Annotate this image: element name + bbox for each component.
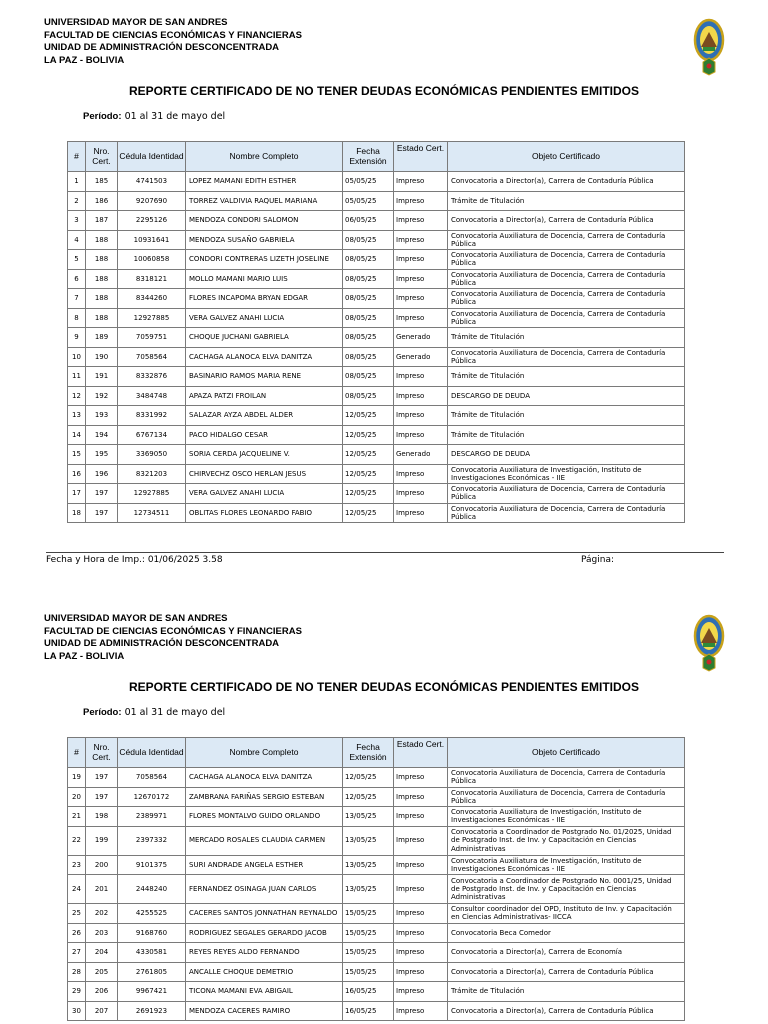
cert-status: Impreso xyxy=(394,904,448,924)
cert-object: Convocatoria a Coordinador de Postgrado No. 0001/25, Unidad de Postgrado Inst. de Inv. y Capacitación en Ciencias Administrativas xyxy=(448,875,685,904)
issue-date: 08/05/25 xyxy=(343,250,394,270)
issue-date: 12/05/25 xyxy=(343,768,394,788)
row-number: 17 xyxy=(68,484,86,504)
full-name: FLORES MONTALVO GUIDO ORLANDO xyxy=(186,807,343,827)
cert-number: 197 xyxy=(86,484,118,504)
issue-date: 08/05/25 xyxy=(343,308,394,328)
ci-number: 4741503 xyxy=(118,172,186,192)
issue-date: 12/05/25 xyxy=(343,503,394,523)
cert-status: Generado xyxy=(394,347,448,367)
cert-object: Trámite de Titulación xyxy=(448,328,685,348)
issue-date: 05/05/25 xyxy=(343,191,394,211)
cert-number: 188 xyxy=(86,250,118,270)
table-row xyxy=(68,308,685,328)
ci-number: 8332876 xyxy=(118,367,186,387)
issue-date: 13/05/25 xyxy=(343,875,394,904)
cert-object: Convocatoria Beca Comedor xyxy=(448,923,685,943)
cert-object: Consultor coordinador del OPD, Instituto de Inv. y Capacitación en Ciencias Administrativas- IICCA xyxy=(448,904,685,924)
full-name: MOLLO MAMANI MARIO LUIS xyxy=(186,269,343,289)
ci-number: 10931641 xyxy=(118,230,186,250)
ci-number: 3369050 xyxy=(118,445,186,465)
row-number: 7 xyxy=(68,289,86,309)
col-date-header: Fecha Extensión xyxy=(343,738,394,768)
table-row xyxy=(68,503,685,523)
cert-number: 195 xyxy=(86,445,118,465)
table-row xyxy=(68,982,685,1002)
report-title: REPORTE CERTIFICADO DE NO TENER DEUDAS ECONÓMICAS PENDIENTES EMITIDOS xyxy=(128,680,640,694)
cert-status: Impreso xyxy=(394,484,448,504)
issue-date: 15/05/25 xyxy=(343,923,394,943)
city-name: LA PAZ - BOLIVIA xyxy=(44,650,125,662)
issue-date: 12/05/25 xyxy=(343,406,394,426)
table-row xyxy=(68,826,685,855)
row-number: 10 xyxy=(68,347,86,367)
col-num-header: # xyxy=(68,738,86,768)
cert-object: Convocatoria Auxiliatura de Docencia, Carrera de Contaduría Pública xyxy=(448,347,685,367)
cert-status: Impreso xyxy=(394,1001,448,1021)
ci-number: 9967421 xyxy=(118,982,186,1002)
cert-status: Impreso xyxy=(394,289,448,309)
table-body xyxy=(68,768,685,1021)
row-number: 12 xyxy=(68,386,86,406)
full-name: CONDORI CONTRERAS LIZETH JOSELINE xyxy=(186,250,343,270)
cert-status: Impreso xyxy=(394,386,448,406)
cert-object: Trámite de Titulación xyxy=(448,406,685,426)
cert-number: 188 xyxy=(86,269,118,289)
cert-object: Convocatoria Auxiliatura de Docencia, Carrera de Contaduría Pública xyxy=(448,308,685,328)
row-number: 24 xyxy=(68,875,86,904)
period-value: 01 al 31 de mayo del xyxy=(124,707,226,718)
issue-date: 12/05/25 xyxy=(343,445,394,465)
issue-date: 12/05/25 xyxy=(343,425,394,445)
col-object-header: Objeto Certificado xyxy=(448,738,685,768)
cert-status: Impreso xyxy=(394,367,448,387)
ci-number: 6767134 xyxy=(118,425,186,445)
row-number: 5 xyxy=(68,250,86,270)
cert-status: Generado xyxy=(394,445,448,465)
cert-number: 188 xyxy=(86,289,118,309)
cert-object: Convocatoria a Director(a), Carrera de Contaduría Pública xyxy=(448,172,685,192)
cert-number: 205 xyxy=(86,962,118,982)
table-row xyxy=(68,923,685,943)
cert-object: Convocatoria a Director(a), Carrera de Contaduría Pública xyxy=(448,1001,685,1021)
ci-number: 9207690 xyxy=(118,191,186,211)
table-row xyxy=(68,484,685,504)
issue-date: 08/05/25 xyxy=(343,269,394,289)
certificates-table xyxy=(67,141,685,523)
university-seal-icon xyxy=(692,14,726,76)
row-number: 29 xyxy=(68,982,86,1002)
ci-number: 2295126 xyxy=(118,211,186,231)
cert-number: 197 xyxy=(86,768,118,788)
table-row xyxy=(68,328,685,348)
institution-header xyxy=(44,613,302,663)
issue-date: 12/05/25 xyxy=(343,787,394,807)
full-name: ANCALLE CHOQUE DEMETRIO xyxy=(186,962,343,982)
issue-date: 16/05/25 xyxy=(343,982,394,1002)
ci-number: 8331992 xyxy=(118,406,186,426)
ci-number: 3484748 xyxy=(118,386,186,406)
ci-number: 10060858 xyxy=(118,250,186,270)
table-row xyxy=(68,406,685,426)
issue-date: 16/05/25 xyxy=(343,1001,394,1021)
cert-status: Impreso xyxy=(394,250,448,270)
cert-number: 197 xyxy=(86,787,118,807)
table-row xyxy=(68,1001,685,1021)
issue-date: 06/05/25 xyxy=(343,211,394,231)
col-date-header: Fecha Extensión xyxy=(343,142,394,172)
university-seal-icon xyxy=(692,610,726,672)
cert-object: Convocatoria Auxiliatura de Docencia, Carrera de Contaduría Pública xyxy=(448,269,685,289)
col-status-header: Estado Cert. xyxy=(394,738,448,768)
ci-number: 7058564 xyxy=(118,768,186,788)
unit-name: UNIDAD DE ADMINISTRACIÓN DESCONCENTRADA xyxy=(44,42,280,53)
cert-object: Trámite de Titulación xyxy=(448,425,685,445)
cert-number: 199 xyxy=(86,826,118,855)
table-row xyxy=(68,289,685,309)
page-footer xyxy=(46,552,724,565)
page-label: Página: xyxy=(581,555,615,565)
cert-number: 193 xyxy=(86,406,118,426)
table-row xyxy=(68,425,685,445)
cert-number: 194 xyxy=(86,425,118,445)
issue-date: 15/05/25 xyxy=(343,962,394,982)
row-number: 30 xyxy=(68,1001,86,1021)
faculty-name: FACULTAD DE CIENCIAS ECONÓMICAS Y FINANCIERAS xyxy=(44,29,302,41)
row-number: 6 xyxy=(68,269,86,289)
row-number: 16 xyxy=(68,464,86,484)
table-row xyxy=(68,787,685,807)
issue-date: 13/05/25 xyxy=(343,807,394,827)
full-name: MERCADO ROSALES CLAUDIA CARMEN xyxy=(186,826,343,855)
row-number: 13 xyxy=(68,406,86,426)
ci-number: 9101375 xyxy=(118,855,186,875)
col-ci-header: Cédula Identidad xyxy=(118,142,186,172)
period-value: 01 al 31 de mayo del xyxy=(124,111,226,122)
col-status-header: Estado Cert. xyxy=(394,142,448,172)
cert-number: 188 xyxy=(86,308,118,328)
full-name: CHOQUE JUCHANI GABRIELA xyxy=(186,328,343,348)
cert-status: Impreso xyxy=(394,503,448,523)
cert-status: Impreso xyxy=(394,855,448,875)
full-name: MENDOZA CACERES RAMIRO xyxy=(186,1001,343,1021)
cert-status: Impreso xyxy=(394,943,448,963)
issue-date: 12/05/25 xyxy=(343,464,394,484)
cert-object: Convocatoria a Director(a), Carrera de Economía xyxy=(448,943,685,963)
cert-number: 190 xyxy=(86,347,118,367)
table-row xyxy=(68,855,685,875)
issue-date: 08/05/25 xyxy=(343,386,394,406)
full-name: FLORES INCAPOMA BRYAN EDGAR xyxy=(186,289,343,309)
row-number: 2 xyxy=(68,191,86,211)
table-row xyxy=(68,211,685,231)
cert-object: Convocatoria Auxiliatura de Investigación, Instituto de Investigaciones Económicas - IIE xyxy=(448,855,685,875)
ci-number: 4255525 xyxy=(118,904,186,924)
cert-object: Convocatoria a Director(a), Carrera de Contaduría Pública xyxy=(448,211,685,231)
table-row xyxy=(68,875,685,904)
cert-number: 187 xyxy=(86,211,118,231)
cert-status: Impreso xyxy=(394,982,448,1002)
cert-number: 198 xyxy=(86,807,118,827)
table-row xyxy=(68,807,685,827)
cert-number: 200 xyxy=(86,855,118,875)
row-number: 8 xyxy=(68,308,86,328)
row-number: 23 xyxy=(68,855,86,875)
cert-number: 204 xyxy=(86,943,118,963)
row-number: 15 xyxy=(68,445,86,465)
full-name: RODRIGUEZ SEGALES GERARDO JACOB xyxy=(186,923,343,943)
row-number: 27 xyxy=(68,943,86,963)
full-name: TICONA MAMANI EVA ABIGAIL xyxy=(186,982,343,1002)
cert-status: Impreso xyxy=(394,807,448,827)
ci-number: 2448240 xyxy=(118,875,186,904)
full-name: OBLITAS FLORES LEONARDO FABIO xyxy=(186,503,343,523)
cert-number: 191 xyxy=(86,367,118,387)
table-row xyxy=(68,172,685,192)
cert-object: DESCARGO DE DEUDA xyxy=(448,386,685,406)
ci-number: 7059751 xyxy=(118,328,186,348)
full-name: CACHAGA ALANOCA ELVA DANITZA xyxy=(186,347,343,367)
row-number: 25 xyxy=(68,904,86,924)
unit-name: UNIDAD DE ADMINISTRACIÓN DESCONCENTRADA xyxy=(44,638,280,649)
full-name: APAZA PATZI FROILAN xyxy=(186,386,343,406)
full-name: VERA GALVEZ ANAHI LUCIA xyxy=(186,308,343,328)
full-name: CACHAGA ALANOCA ELVA DANITZA xyxy=(186,768,343,788)
ci-number: 2397332 xyxy=(118,826,186,855)
ci-number: 12670172 xyxy=(118,787,186,807)
cert-object: Trámite de Titulación xyxy=(448,982,685,1002)
faculty-name: FACULTAD DE CIENCIAS ECONÓMICAS Y FINANCIERAS xyxy=(44,625,302,637)
issue-date: 08/05/25 xyxy=(343,347,394,367)
issue-date: 08/05/25 xyxy=(343,230,394,250)
ci-number: 8318121 xyxy=(118,269,186,289)
row-number: 9 xyxy=(68,328,86,348)
row-number: 22 xyxy=(68,826,86,855)
full-name: CACERES SANTOS JONNATHAN REYNALDO xyxy=(186,904,343,924)
col-ci-header: Cédula Identidad xyxy=(118,738,186,768)
cert-number: 206 xyxy=(86,982,118,1002)
row-number: 20 xyxy=(68,787,86,807)
ci-number: 4330581 xyxy=(118,943,186,963)
full-name: SURI ANDRADE ANGELA ESTHER xyxy=(186,855,343,875)
issue-date: 08/05/25 xyxy=(343,367,394,387)
cert-status: Impreso xyxy=(394,464,448,484)
issue-date: 15/05/25 xyxy=(343,943,394,963)
table-row xyxy=(68,386,685,406)
full-name: SALAZAR AYZA ABDEL ALDER xyxy=(186,406,343,426)
cert-status: Generado xyxy=(394,328,448,348)
issue-date: 15/05/25 xyxy=(343,904,394,924)
cert-status: Impreso xyxy=(394,406,448,426)
cert-object: Convocatoria Auxiliatura de Investigación, Instituto de Investigaciones Económicas - IIE xyxy=(448,464,685,484)
cert-number: 192 xyxy=(86,386,118,406)
table-row xyxy=(68,347,685,367)
col-cert-header: Nro. Cert. xyxy=(86,738,118,768)
cert-status: Impreso xyxy=(394,826,448,855)
full-name: REYES REYES ALDO FERNANDO xyxy=(186,943,343,963)
cert-status: Impreso xyxy=(394,787,448,807)
cert-status: Impreso xyxy=(394,269,448,289)
col-name-header: Nombre Completo xyxy=(186,738,343,768)
col-name-header: Nombre Completo xyxy=(186,142,343,172)
full-name: SORIA CERDA JACQUELINE V. xyxy=(186,445,343,465)
cert-object: Convocatoria Auxiliatura de Docencia, Carrera de Contaduría Pública xyxy=(448,787,685,807)
issue-date: 12/05/25 xyxy=(343,484,394,504)
cert-object: Convocatoria Auxiliatura de Docencia, Carrera de Contaduría Pública xyxy=(448,250,685,270)
cert-status: Impreso xyxy=(394,768,448,788)
cert-status: Impreso xyxy=(394,308,448,328)
full-name: BASINARIO RAMOS MARIA RENE xyxy=(186,367,343,387)
university-name: UNIVERSIDAD MAYOR DE SAN ANDRES xyxy=(44,17,228,28)
cert-status: Impreso xyxy=(394,191,448,211)
table-row xyxy=(68,367,685,387)
full-name: ZAMBRANA FARIÑAS SERGIO ESTEBAN xyxy=(186,787,343,807)
city-name: LA PAZ - BOLIVIA xyxy=(44,54,125,66)
cert-number: 207 xyxy=(86,1001,118,1021)
col-object-header: Objeto Certificado xyxy=(448,142,685,172)
col-cert-header: Nro. Cert. xyxy=(86,142,118,172)
row-number: 1 xyxy=(68,172,86,192)
row-number: 18 xyxy=(68,503,86,523)
full-name: FERNANDEZ OSINAGA JUAN CARLOS xyxy=(186,875,343,904)
row-number: 21 xyxy=(68,807,86,827)
cert-number: 202 xyxy=(86,904,118,924)
certificates-table xyxy=(67,737,685,1021)
table-row xyxy=(68,230,685,250)
cert-status: Impreso xyxy=(394,425,448,445)
cert-status: Impreso xyxy=(394,211,448,231)
cert-number: 185 xyxy=(86,172,118,192)
cert-object: Convocatoria Auxiliatura de Docencia, Carrera de Contaduría Pública xyxy=(448,484,685,504)
cert-status: Impreso xyxy=(394,962,448,982)
col-num-header: # xyxy=(68,142,86,172)
full-name: CHIRVECHZ OSCO HERLAN JESUS xyxy=(186,464,343,484)
ci-number: 12927885 xyxy=(118,308,186,328)
table-row xyxy=(68,768,685,788)
full-name: MENDOZA SUSAÑO GABRIELA xyxy=(186,230,343,250)
print-date-label: Fecha y Hora de Imp.: xyxy=(46,555,145,565)
ci-number: 2761805 xyxy=(118,962,186,982)
table-row xyxy=(68,445,685,465)
period-label: Período: xyxy=(83,707,122,718)
issue-date: 13/05/25 xyxy=(343,855,394,875)
ci-number: 2389971 xyxy=(118,807,186,827)
period-label: Período: xyxy=(83,111,122,122)
cert-object: Convocatoria Auxiliatura de Docencia, Carrera de Contaduría Pública xyxy=(448,230,685,250)
cert-object: Convocatoria Auxiliatura de Investigación, Instituto de Investigaciones Económicas - IIE xyxy=(448,807,685,827)
cert-number: 188 xyxy=(86,230,118,250)
full-name: PACO HIDALGO CESAR xyxy=(186,425,343,445)
table-row xyxy=(68,269,685,289)
print-date-value: 01/06/2025 3.58 xyxy=(147,555,223,565)
cert-object: Convocatoria Auxiliatura de Docencia, Carrera de Contaduría Pública xyxy=(448,768,685,788)
issue-date: 05/05/25 xyxy=(343,172,394,192)
table-row xyxy=(68,464,685,484)
cert-number: 203 xyxy=(86,923,118,943)
institution-header xyxy=(44,17,302,67)
cert-object: Convocatoria a Coordinador de Postgrado No. 01/2025, Unidad de Postgrado Inst. de Inv. y Capacitación en Ciencias Administrativas xyxy=(448,826,685,855)
table-body xyxy=(68,172,685,523)
cert-number: 186 xyxy=(86,191,118,211)
ci-number: 9168760 xyxy=(118,923,186,943)
report-period xyxy=(83,707,225,718)
cert-object: Trámite de Titulación xyxy=(448,191,685,211)
table-row xyxy=(68,904,685,924)
issue-date: 08/05/25 xyxy=(343,328,394,348)
cert-number: 197 xyxy=(86,503,118,523)
cert-object: DESCARGO DE DEUDA xyxy=(448,445,685,465)
university-name: UNIVERSIDAD MAYOR DE SAN ANDRES xyxy=(44,613,228,624)
cert-number: 201 xyxy=(86,875,118,904)
cert-object: Convocatoria Auxiliatura de Docencia, Carrera de Contaduría Pública xyxy=(448,503,685,523)
ci-number: 7058564 xyxy=(118,347,186,367)
full-name: MENDOZA CONDORI SALOMON xyxy=(186,211,343,231)
row-number: 11 xyxy=(68,367,86,387)
row-number: 28 xyxy=(68,962,86,982)
cert-status: Impreso xyxy=(394,923,448,943)
cert-status: Impreso xyxy=(394,172,448,192)
cert-object: Convocatoria a Director(a), Carrera de Contaduría Pública xyxy=(448,962,685,982)
ci-number: 8321203 xyxy=(118,464,186,484)
table-row xyxy=(68,250,685,270)
cert-object: Trámite de Titulación xyxy=(448,367,685,387)
ci-number: 12734511 xyxy=(118,503,186,523)
cert-number: 189 xyxy=(86,328,118,348)
table-row xyxy=(68,943,685,963)
full-name: LOPEZ MAMANI EDITH ESTHER xyxy=(186,172,343,192)
full-name: VERA GALVEZ ANAHI LUCIA xyxy=(186,484,343,504)
report-title: REPORTE CERTIFICADO DE NO TENER DEUDAS ECONÓMICAS PENDIENTES EMITIDOS xyxy=(128,84,640,98)
cert-number: 196 xyxy=(86,464,118,484)
full-name: TORREZ VALDIVIA RAQUEL MARIANA xyxy=(186,191,343,211)
cert-object: Convocatoria Auxiliatura de Docencia, Carrera de Contaduría Pública xyxy=(448,289,685,309)
ci-number: 12927885 xyxy=(118,484,186,504)
issue-date: 13/05/25 xyxy=(343,826,394,855)
row-number: 3 xyxy=(68,211,86,231)
ci-number: 2691923 xyxy=(118,1001,186,1021)
row-number: 14 xyxy=(68,425,86,445)
table-row xyxy=(68,191,685,211)
ci-number: 8344260 xyxy=(118,289,186,309)
row-number: 19 xyxy=(68,768,86,788)
table-row xyxy=(68,962,685,982)
issue-date: 08/05/25 xyxy=(343,289,394,309)
row-number: 4 xyxy=(68,230,86,250)
cert-status: Impreso xyxy=(394,230,448,250)
row-number: 26 xyxy=(68,923,86,943)
cert-status: Impreso xyxy=(394,875,448,904)
report-period xyxy=(83,111,225,122)
